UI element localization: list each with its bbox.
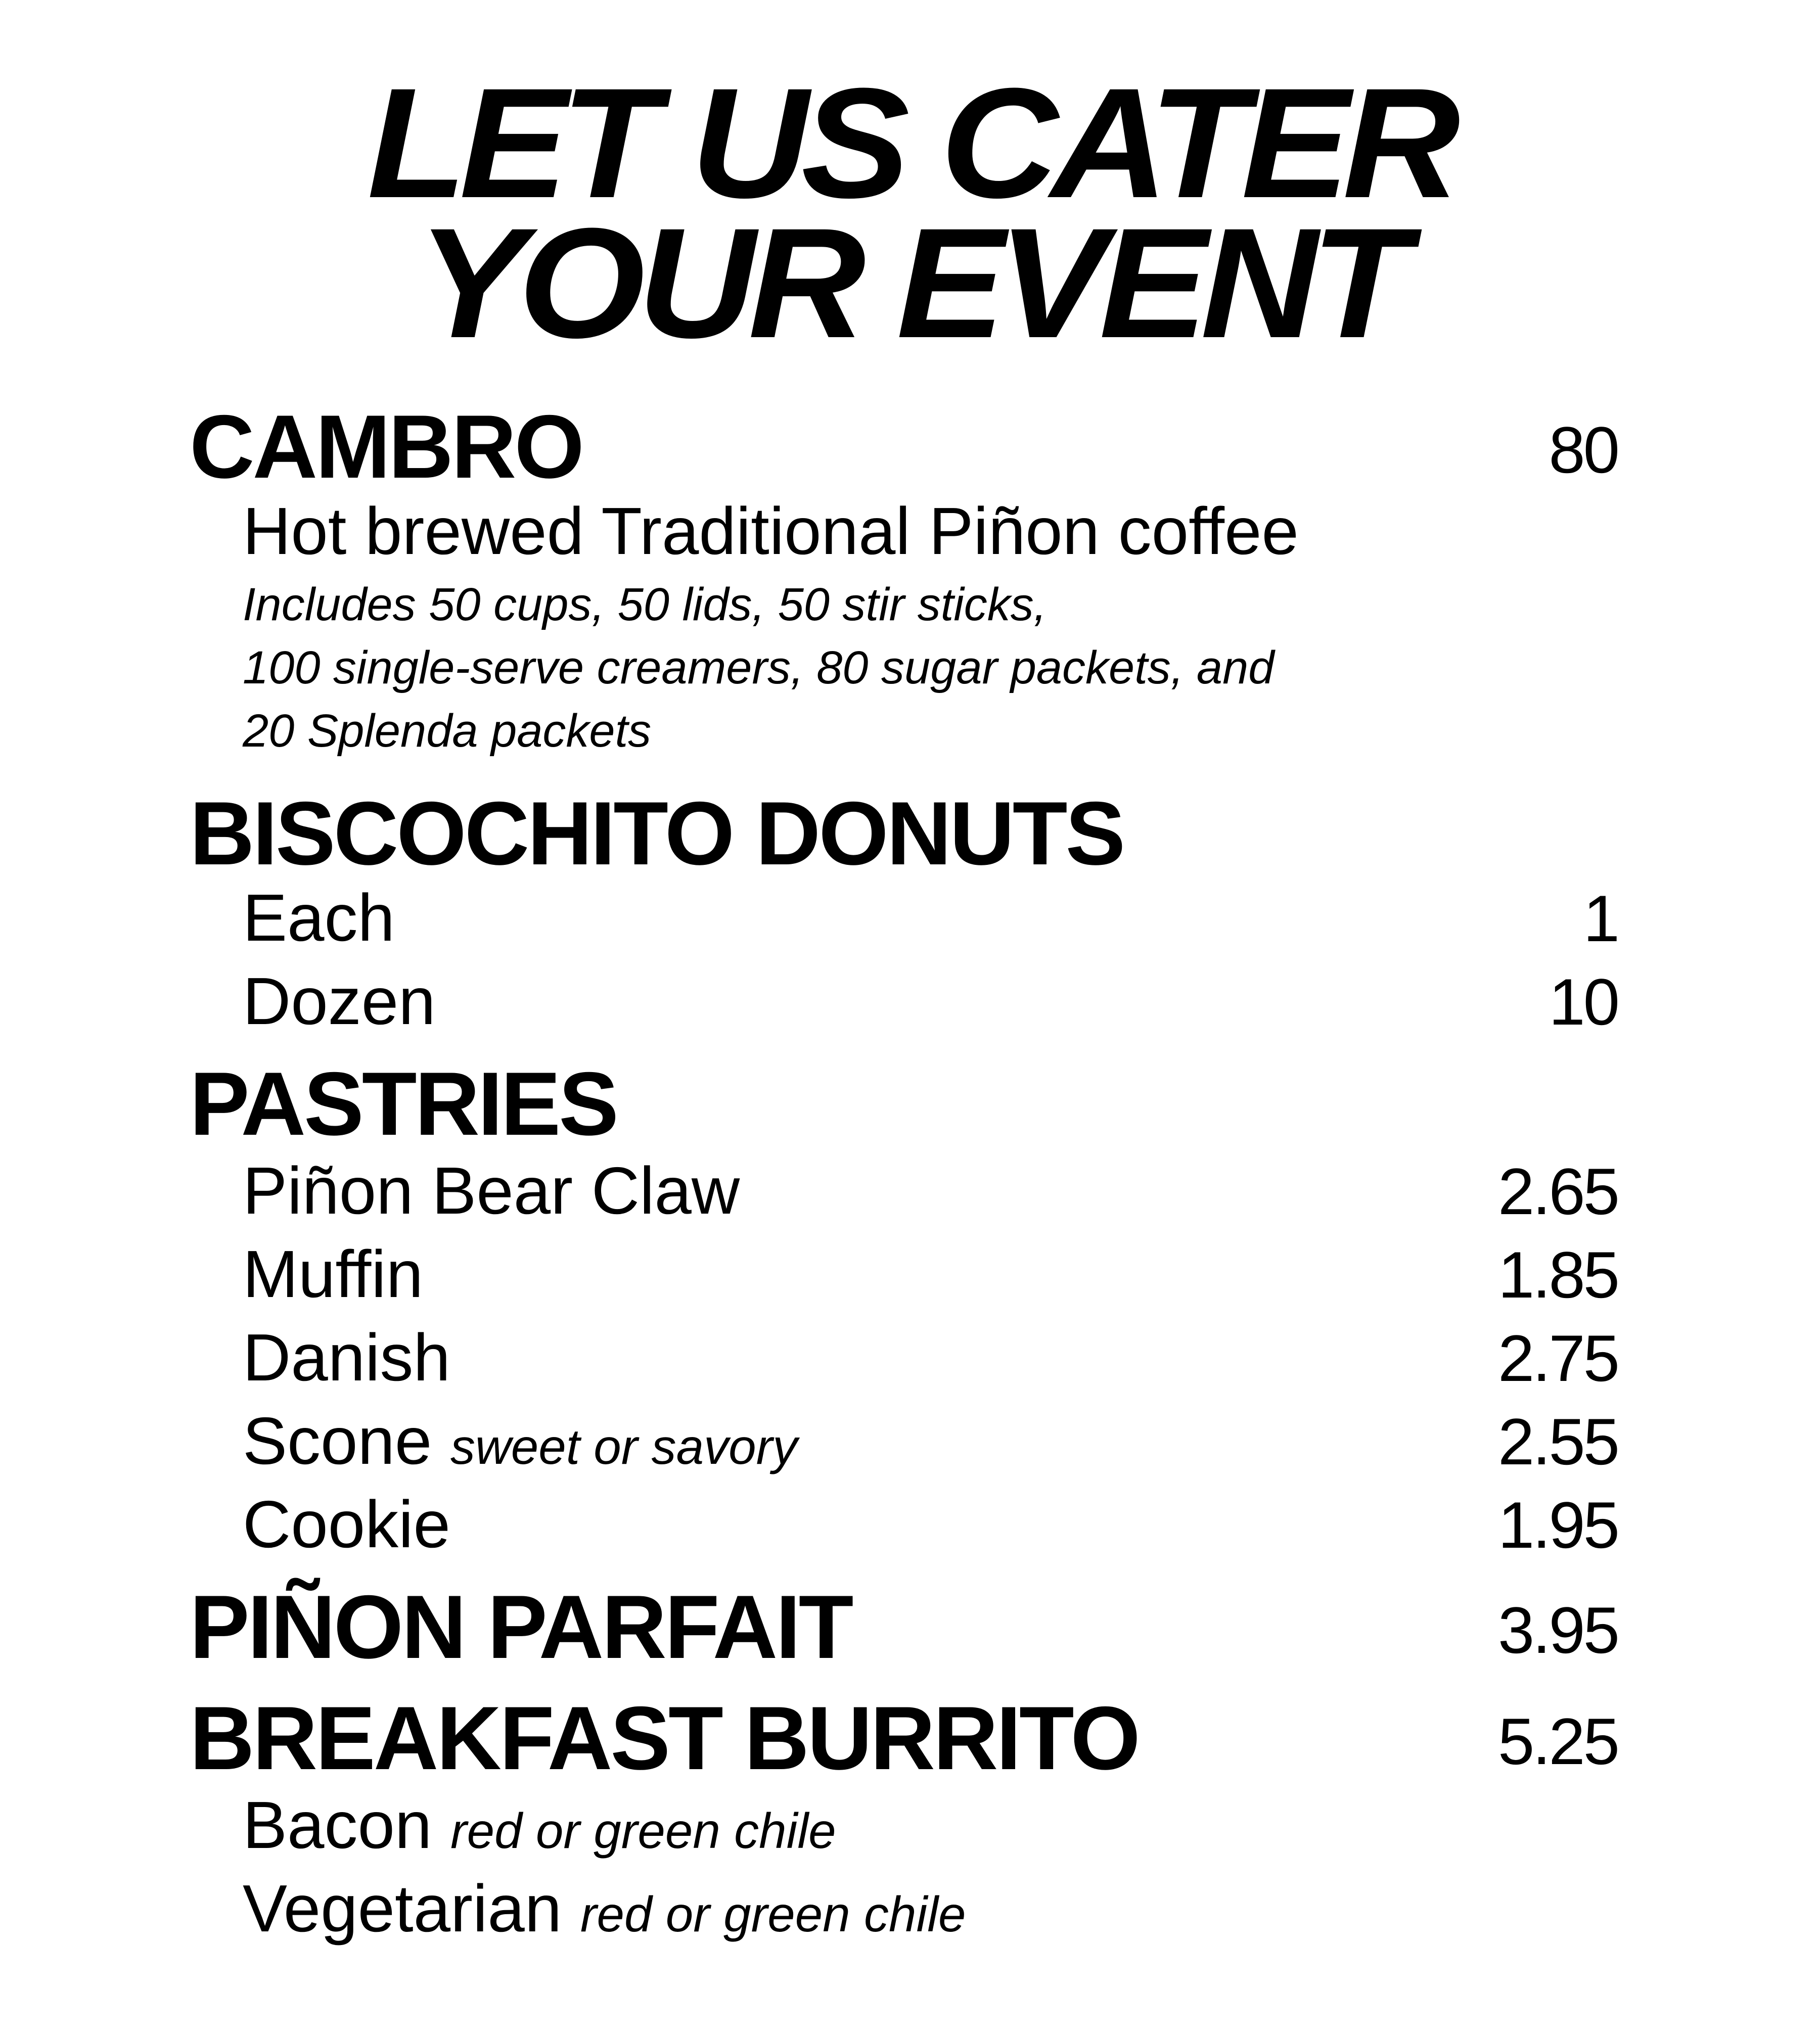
pinon-parfait-price: 3.95 <box>1497 1593 1618 1667</box>
pinon-parfait-heading: PIÑON PARFAIT <box>190 1577 852 1677</box>
donut-each-label: Each <box>243 881 395 955</box>
pastry-muffin-label: Muffin <box>243 1237 424 1311</box>
cambro-description: Hot brewed Traditional Piñon coffee <box>243 494 1299 568</box>
cambro-detail-3: 20 Splenda packets <box>243 705 652 757</box>
cambro-detail-1: Includes 50 cups, 50 lids, 50 stir sticks, <box>243 579 1047 630</box>
cambro-price: 80 <box>1549 413 1618 487</box>
pastry-cookie-label: Cookie <box>243 1487 450 1561</box>
breakfast-burrito-heading: BREAKFAST BURRITO <box>190 1688 1139 1788</box>
burrito-bacon-note: red or green chile <box>450 1803 836 1859</box>
title-line-2: YOUR EVENT <box>417 195 1403 371</box>
pastry-cookie-price: 1.95 <box>1497 1488 1618 1562</box>
pastry-scone-label: Scone <box>243 1404 432 1478</box>
burrito-vegetarian-label: Vegetarian <box>243 1871 562 1946</box>
pastries-heading: PASTRIES <box>190 1053 617 1154</box>
burrito-vegetarian-note: red or green chile <box>580 1886 966 1942</box>
biscochito-donuts-heading: BISCOCHITO DONUTS <box>190 783 1124 884</box>
pastry-danish-label: Danish <box>243 1320 450 1395</box>
pastry-danish-price: 2.75 <box>1497 1321 1618 1395</box>
pastry-bear-claw-label: Piñon Bear Claw <box>243 1153 740 1228</box>
cambro-detail-2: 100 single-serve creamers, 80 sugar packets, and <box>243 642 1275 693</box>
breakfast-burrito-price: 5.25 <box>1497 1704 1618 1778</box>
donut-dozen-price: 10 <box>1549 965 1618 1039</box>
donut-each-price: 1 <box>1583 882 1618 955</box>
title-line-1: LET US CATER <box>367 55 1453 230</box>
burrito-vegetarian-row <box>243 1871 966 1946</box>
pastry-bear-claw-price: 2.65 <box>1497 1154 1618 1228</box>
donut-dozen-label: Dozen <box>243 964 436 1038</box>
pastry-scone-note: sweet or savory <box>450 1419 798 1474</box>
cambro-heading: CAMBRO <box>190 396 582 497</box>
pastry-scone-row <box>243 1404 798 1478</box>
burrito-bacon-row <box>243 1788 836 1862</box>
burrito-bacon-label: Bacon <box>243 1788 432 1862</box>
pastry-muffin-price: 1.85 <box>1497 1238 1618 1312</box>
pastry-scone-price: 2.55 <box>1497 1405 1618 1478</box>
